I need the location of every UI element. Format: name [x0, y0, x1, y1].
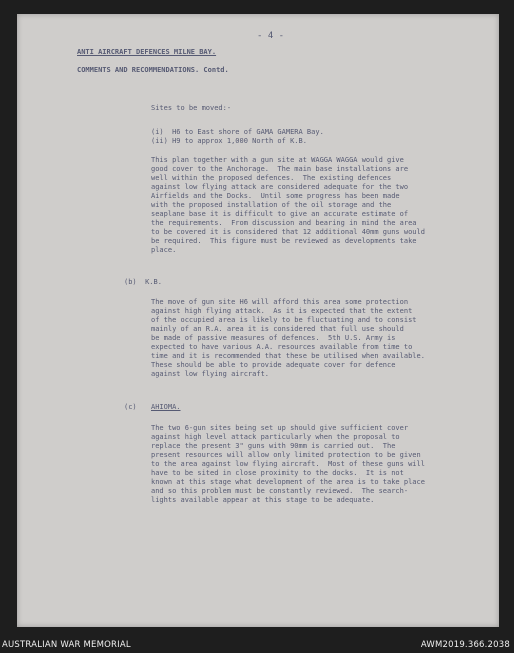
paragraph-b-line: against high flying attack. As it is expected that the extent: [151, 307, 413, 315]
paragraph-a-line: be required. This figure must be reviewed as developments take: [151, 237, 417, 245]
paragraph-c-line: against high level attack particularly when the proposal to: [151, 433, 400, 441]
paragraph-a-line: the requirements. From discussion and bearing in mind the area: [151, 219, 417, 227]
paragraph-c-line: to the area against low flying aircraft. Most of these guns will: [151, 460, 425, 468]
paragraph-a-line: to be covered it is considered that 12 additional 40mm guns would: [151, 228, 425, 236]
section-label-c: (c): [124, 403, 137, 411]
paragraph-a-line: seaplane base it is difficult to give an accurate estimate of: [151, 210, 409, 218]
paragraph-a-line: with the proposed installation of the oil storage and the: [151, 201, 392, 209]
page-number: - 4 -: [257, 31, 285, 41]
paragraph-b-line: against low flying aircraft.: [151, 370, 270, 378]
paragraph-b-line: These should be able to provide adequate cover for defence: [151, 361, 396, 369]
footer-institution: AUSTRALIAN WAR MEMORIAL: [2, 640, 131, 650]
paragraph-c-line: known at this stage what development of the area is to take place: [151, 478, 425, 486]
document-heading: ANTI AIRCRAFT DEFENCES MILNE BAY.: [77, 48, 217, 56]
paragraph-b-line: mainly of an R.A. area it is considered that full use should: [151, 325, 404, 333]
document-page: [17, 14, 499, 627]
paragraph-a-line: This plan together with a gun site at WAGGA WAGGA would give: [151, 156, 404, 164]
paragraph-c-line: The two 6-gun sites being set up should give sufficient cover: [151, 424, 409, 432]
paragraph-a-line: against low flying attack are considered adequate for the two: [151, 183, 409, 191]
paragraph-b-line: The move of gun site H6 will afford this area some protection: [151, 298, 409, 306]
paragraph-a-line: well within the proposed defences. The existing defences: [151, 174, 392, 182]
sites-intro: Sites to be moved:-: [151, 104, 232, 112]
footer-accession-number: AWM2019.366.2038: [420, 640, 510, 650]
paragraph-b-line: of the occupied area is likely to be fluctuating and to consist: [151, 316, 417, 324]
paragraph-b-line: expected to have various A.A. resources available from time to: [151, 343, 413, 351]
paragraph-c-line: replace the present 3" guns with 90mm is carried out. The: [151, 442, 396, 450]
paragraph-a-line: good cover to the Anchorage. The main base installations are: [151, 165, 409, 173]
paragraph-b-line: time and it is recommended that these be utilised when available.: [151, 352, 425, 360]
paragraph-c-line: and so this problem must be constantly reviewed. The search-: [151, 487, 409, 495]
document-subheading: COMMENTS AND RECOMMENDATIONS. Contd.: [77, 66, 229, 74]
paragraph-c-line: have to be sited in close proximity to the docks. It is not: [151, 469, 404, 477]
section-label-kb: (b) K.B.: [124, 278, 162, 286]
site-item-i: (i) H6 to East shore of GAMA GAMERA Bay.: [151, 128, 324, 136]
paragraph-b-line: be made of passive measures of defences. 5th U.S. Army is: [151, 334, 396, 342]
paragraph-c-line: present resources will allow only limited protection to be given: [151, 451, 421, 459]
paragraph-a-line: place.: [151, 246, 177, 254]
paragraph-a-line: Airfields and the Docks. Until some progress has been made: [151, 192, 400, 200]
site-item-ii: (ii) H9 to approx 1,000 North of K.B.: [151, 137, 307, 145]
paragraph-c-line: lights available appear at this stage to be adequate.: [151, 496, 375, 504]
section-label-ahioma: AHIOMA.: [151, 403, 181, 411]
